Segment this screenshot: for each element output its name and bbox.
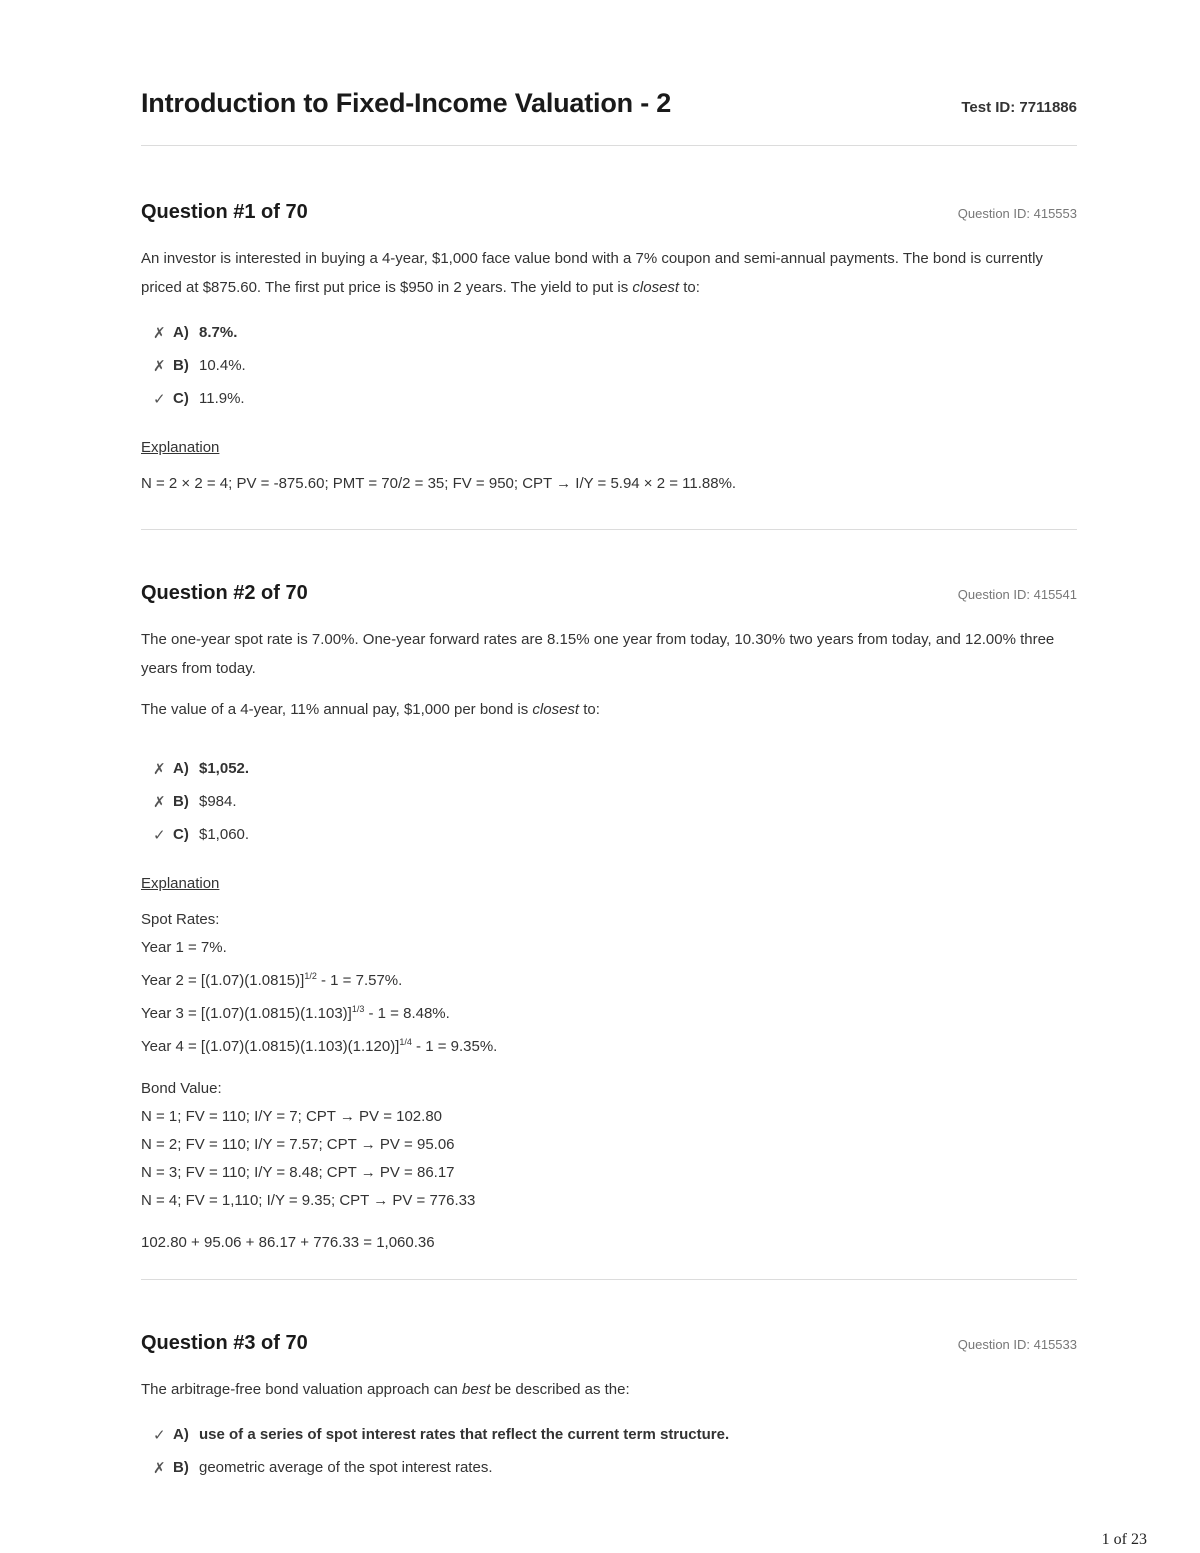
spot-rate-year-1: Year 1 = 7%. (141, 939, 227, 956)
bond-value-sum (141, 1229, 1077, 1257)
choice-letter: B) (173, 1459, 189, 1476)
choice-letter: A) (173, 760, 189, 777)
formula-text: Year 2 = [(1.07)(1.0815)] (141, 972, 305, 989)
choice-text: $984. (199, 793, 237, 810)
page-header (141, 88, 1077, 146)
answer-choices (141, 1418, 1077, 1484)
choice-letter: C) (173, 390, 189, 407)
stem-text: An investor is interested in buying a 4-year, $1,000 face value bond with a 7% coupon and semi-annual payments. The bond is currently priced at $875.60. The first put price is $950 in 2 years. The yield to put is (141, 250, 1043, 296)
explanation-text (141, 470, 1077, 498)
bond-value-line: N = 1; FV = 110; I/Y = 7; CPT → PV = 102.80 (141, 1108, 443, 1125)
exponent: 1/2 (304, 971, 317, 981)
choice-text: 11.9%. (199, 390, 245, 407)
question-3-header (141, 1332, 1077, 1355)
x-mark-icon: ✗ (153, 793, 166, 811)
question-2 (141, 530, 1077, 1280)
answer-choice-c[interactable] (153, 818, 1077, 851)
question-title: Question #1 of 70 (141, 201, 308, 223)
answer-choice-b[interactable] (153, 1451, 1077, 1484)
bond-value-block (141, 1075, 1077, 1215)
question-id: Question ID: 415533 (957, 1337, 1077, 1352)
question-stem (141, 244, 1077, 302)
stem-text-end: to: (679, 279, 700, 296)
question-stem-2 (141, 695, 1077, 724)
exponent: 1/4 (399, 1037, 412, 1047)
choice-text: 10.4%. (199, 357, 246, 374)
choice-text: 8.7%. (199, 324, 238, 341)
page-title: Introduction to Fixed-Income Valuation - 2 (141, 88, 672, 118)
question-1-header (141, 201, 1077, 224)
question-id: Question ID: 415541 (957, 587, 1077, 602)
choice-letter: A) (173, 1426, 189, 1443)
stem-text-end: to: (579, 701, 600, 718)
answer-choices (141, 752, 1077, 851)
formula-result: - 1 = 9.35%. (411, 1038, 498, 1055)
question-stem (141, 1375, 1077, 1404)
answer-choice-b[interactable] (153, 785, 1077, 818)
question-3 (141, 1280, 1077, 1484)
stem-emphasis: closest (632, 279, 680, 296)
choice-text: $1,060. (199, 826, 250, 843)
formula-text: Year 4 = [(1.07)(1.0815)(1.103)(1.120)] (141, 1038, 400, 1055)
choice-letter: C) (173, 826, 189, 843)
document-page (141, 88, 1077, 1484)
stem-emphasis: best (462, 1381, 491, 1398)
bond-value-label: Bond Value: (141, 1080, 222, 1097)
question-stem: The one-year spot rate is 7.00%. One-year forward rates are 8.15% one year from today, 10.30% two years from today, and 12.00% three years from today. (141, 631, 1055, 677)
choice-text: geometric average of the spot interest rates. (199, 1459, 493, 1476)
x-mark-icon: ✗ (153, 324, 166, 342)
answer-choice-a[interactable] (153, 752, 1077, 785)
spot-rate-year-4 (141, 1028, 1077, 1061)
choice-letter: A) (173, 324, 189, 341)
formula-text: Year 3 = [(1.07)(1.0815)(1.103)] (141, 1005, 352, 1022)
bond-value-line: N = 3; FV = 110; I/Y = 8.48; CPT → PV = 86.17 (141, 1164, 455, 1181)
spot-rate-year-2 (141, 962, 1077, 995)
exponent: 1/3 (351, 1004, 365, 1014)
choice-letter: B) (173, 793, 189, 810)
x-mark-icon: ✗ (153, 357, 166, 375)
x-mark-icon: ✗ (153, 760, 166, 778)
answer-choice-a[interactable] (153, 316, 1077, 349)
check-mark-icon: ✓ (153, 826, 166, 844)
question-title: Question #3 of 70 (141, 1332, 308, 1354)
check-mark-icon: ✓ (153, 1426, 166, 1444)
page-number: 1 of 23 (1101, 1531, 1147, 1548)
question-title: Question #2 of 70 (141, 582, 308, 604)
answer-choices (141, 316, 1077, 415)
question-2-header (141, 582, 1077, 605)
answer-choice-b[interactable] (153, 349, 1077, 382)
choice-letter: B) (173, 357, 189, 374)
spot-rate-year-3 (141, 995, 1077, 1028)
test-id: Test ID: 7711886 (961, 99, 1077, 116)
bond-value-line: N = 4; FV = 1,110; I/Y = 9.35; CPT → PV = 776.33 (141, 1192, 476, 1209)
spot-rates-label: Spot Rates: (141, 911, 220, 928)
answer-choice-c[interactable] (153, 382, 1077, 415)
stem-emphasis: closest (532, 701, 580, 718)
explanation-link[interactable]: Explanation (141, 875, 220, 892)
explanation-line: N = 2 × 2 = 4; PV = -875.60; PMT = 70/2 = 35; FV = 950; CPT → I/Y = 5.94 × 2 = 11.88%. (141, 475, 737, 492)
stem-text: The value of a 4-year, 11% annual pay, $1,000 per bond is (141, 701, 533, 718)
bond-value-line: N = 2; FV = 110; I/Y = 7.57; CPT → PV = 95.06 (141, 1136, 455, 1153)
check-mark-icon: ✓ (153, 390, 166, 408)
question-1 (141, 146, 1077, 530)
stem-text: The arbitrage-free bond valuation approach can (141, 1381, 463, 1398)
sum-line: 102.80 + 95.06 + 86.17 + 776.33 = 1,060.36 (141, 1234, 435, 1251)
formula-result: - 1 = 7.57%. (316, 972, 403, 989)
x-mark-icon: ✗ (153, 1459, 166, 1477)
formula-result: - 1 = 8.48%. (364, 1005, 450, 1022)
explanation-link[interactable]: Explanation (141, 439, 220, 456)
stem-text-end: be described as the: (490, 1381, 630, 1398)
spot-rates-block (141, 906, 1077, 1061)
choice-text: use of a series of spot interest rates that reflect the current term structure. (199, 1426, 730, 1443)
choice-text: $1,052. (199, 760, 250, 777)
answer-choice-a[interactable] (153, 1418, 1077, 1451)
question-id: Question ID: 415553 (957, 206, 1077, 221)
